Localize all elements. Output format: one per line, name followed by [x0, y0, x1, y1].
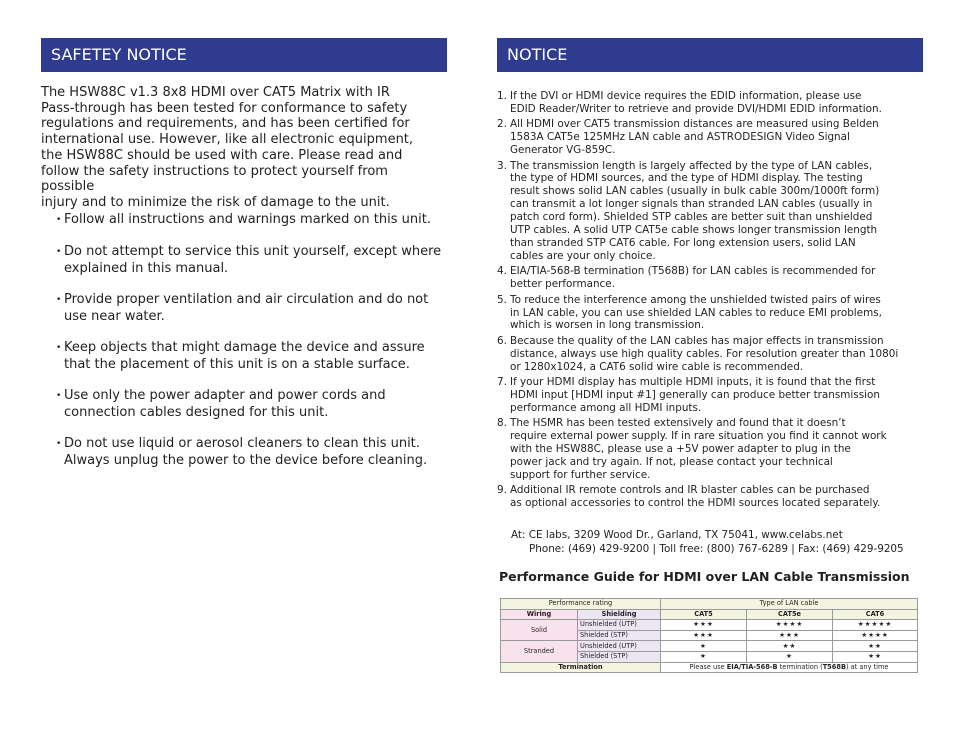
perf-rating-header: Performance rating [501, 599, 661, 610]
bullet-dot-icon: • [56, 343, 62, 354]
performance-guide-title: Performance Guide for HDMI over LAN Cable Transmission [499, 569, 910, 584]
shielding-stp: Shielded (STP) [578, 630, 661, 641]
performance-table [500, 598, 918, 673]
safety-intro [41, 85, 441, 211]
contact-address [511, 529, 921, 556]
intro-line: follow the safety instructions to protect yourself from possible [41, 163, 388, 195]
bullet-dot-icon: • [56, 247, 62, 258]
bullet-item: • Do not attempt to service this unit yourself, except where explained in this manual. [56, 244, 442, 276]
intro-line: Pass-through has been tested for conformance to safety [41, 100, 408, 116]
shielding-header: Shielding [578, 609, 661, 620]
notice-item: 5. To reduce the interference among the unshielded twisted pairs of wires in LAN cable, you can use shielded LAN cables to reduce EMI problems, which is worsen in long transmission. [497, 293, 882, 332]
rating-cell: ★★★ [661, 630, 747, 641]
rating-cell: ★★ [833, 641, 918, 652]
termination-label: Termination [501, 662, 661, 673]
rating-cell: ★★★★ [747, 620, 833, 631]
cable-type-header: Type of LAN cable [661, 599, 918, 610]
rating-cell: ★★★★ [833, 630, 918, 641]
notice-item: 2. All HDMI over CAT5 transmission distances are measured using Belden 1583A CAT5e 125MHz LAN cable and ASTRODESIGN Video Signal Generator VG-859C. [497, 118, 879, 157]
shielding-stp: Shielded (STP) [578, 651, 661, 662]
intro-line: injury and to minimize the risk of damage to the unit. [41, 194, 390, 210]
rating-cell: ★★★ [747, 630, 833, 641]
bullet-item: • Provide proper ventilation and air circulation and do not use near water. [56, 292, 429, 324]
shielding-utp: Unshielded (UTP) [578, 641, 661, 652]
notice-item: 3. The transmission length is largely affected by the type of LAN cables, the type of HDMI sources, and the type of HDMI display. The testing result shows solid LAN cables (usually in bulk cable 300m/1000ft form) can transmit a lot longer signals than stranded LAN cables (usually in patch cord form). Shielded STP cables are better suit than unshielded UTP cables. A solid UTP CAT5e cable shows longer transmission length than stranded STP CAT6 cable. For long extension users, solid LAN cables are your only choice. [497, 159, 880, 262]
bullet-dot-icon: • [56, 215, 62, 225]
bullet-item: • Use only the power adapter and power cords and connection cables designed for this unit. [56, 387, 386, 420]
intro-line: international use. However, like all electronic equipment, [41, 132, 414, 148]
address-line: At: CE labs, 3209 Wood Dr., Garland, TX 75041, www.celabs.net [511, 529, 843, 541]
notice-item: 9. Additional IR remote controls and IR blaster cables can be purchased as optional accessories to control the HDMI sources located separately. [497, 484, 881, 510]
safety-bullets [52, 212, 442, 484]
bullet-item: • Do not use liquid or aerosol cleaners to clean this unit. Always unplug the power to the device before cleaning. [56, 435, 428, 468]
wiring-header: Wiring [501, 609, 578, 620]
notice-title: NOTICE [507, 45, 568, 64]
wiring-solid: Solid [501, 620, 578, 641]
bullet-dot-icon: • [56, 390, 62, 401]
col-header: CAT5e [747, 609, 833, 620]
bullet-item: • Keep objects that might damage the device and assure that the placement of this unit is on a stable surface. [56, 340, 425, 372]
rating-cell: ★★★★★ [833, 620, 918, 631]
rating-cell: ★ [661, 641, 747, 652]
rating-cell: ★ [747, 651, 833, 662]
col-header: CAT5 [661, 609, 747, 620]
intro-line: The HSW88C v1.3 8x8 HDMI over CAT5 Matrix with IR [41, 85, 390, 100]
safety-notice-banner [41, 38, 447, 72]
shielding-utp: Unshielded (UTP) [578, 620, 661, 631]
bullet-item: • Follow all instructions and warnings marked on this unit. [56, 212, 431, 227]
intro-line: regulations and requirements, and has been certified for [41, 116, 410, 132]
notice-item: 8. The HSMR has been tested extensively and found that it doesn’t require external power supply. If in rare situation you find it cannot work with the HSW88C, please use a +5V power adapter to plug in the power jack and try again. If not, please contact your technical support for further service. [497, 417, 887, 481]
intro-line: the HSW88C should be used with care. Please read and [41, 147, 403, 163]
rating-cell: ★★ [747, 641, 833, 652]
rating-cell: ★ [661, 651, 747, 662]
notice-list [497, 90, 913, 513]
notice-item: 1. If the DVI or HDMI device requires the EDID information, please use EDID Reader/Writer to retrieve and provide DVI/HDMI EDID information. [497, 90, 882, 115]
phone-line: Phone: (469) 429-9200 | Toll free: (800) 767-6289 | Fax: (469) 429-9205 [529, 542, 904, 555]
rating-cell: ★★★ [661, 620, 747, 631]
rating-cell: ★★ [833, 651, 918, 662]
notice-banner [497, 38, 923, 72]
notice-item: 6. Because the quality of the LAN cables has major effects in transmission distance, always use high quality cables. For resolution greater than 1080i or 1280x1024, a CAT6 solid wire cable is recommended. [497, 334, 899, 373]
notice-item: 4. EIA/TIA-568-B termination (T568B) for LAN cables is recommended for better performance. [497, 265, 876, 291]
safety-notice-title: SAFETEY NOTICE [51, 45, 187, 64]
bullet-dot-icon: • [56, 295, 62, 306]
col-header: CAT6 [833, 609, 918, 620]
termination-note: Please use EIA/TIA-568-B termination (T568B) at any time [661, 662, 918, 673]
wiring-stranded: Stranded [501, 641, 578, 662]
notice-item: 7. If your HDMI display has multiple HDMI inputs, it is found that the first HDMI input [HDMI input #1] generally can produce better transmission performance among all HDMI inputs. [497, 376, 880, 414]
bullet-dot-icon: • [56, 438, 62, 449]
